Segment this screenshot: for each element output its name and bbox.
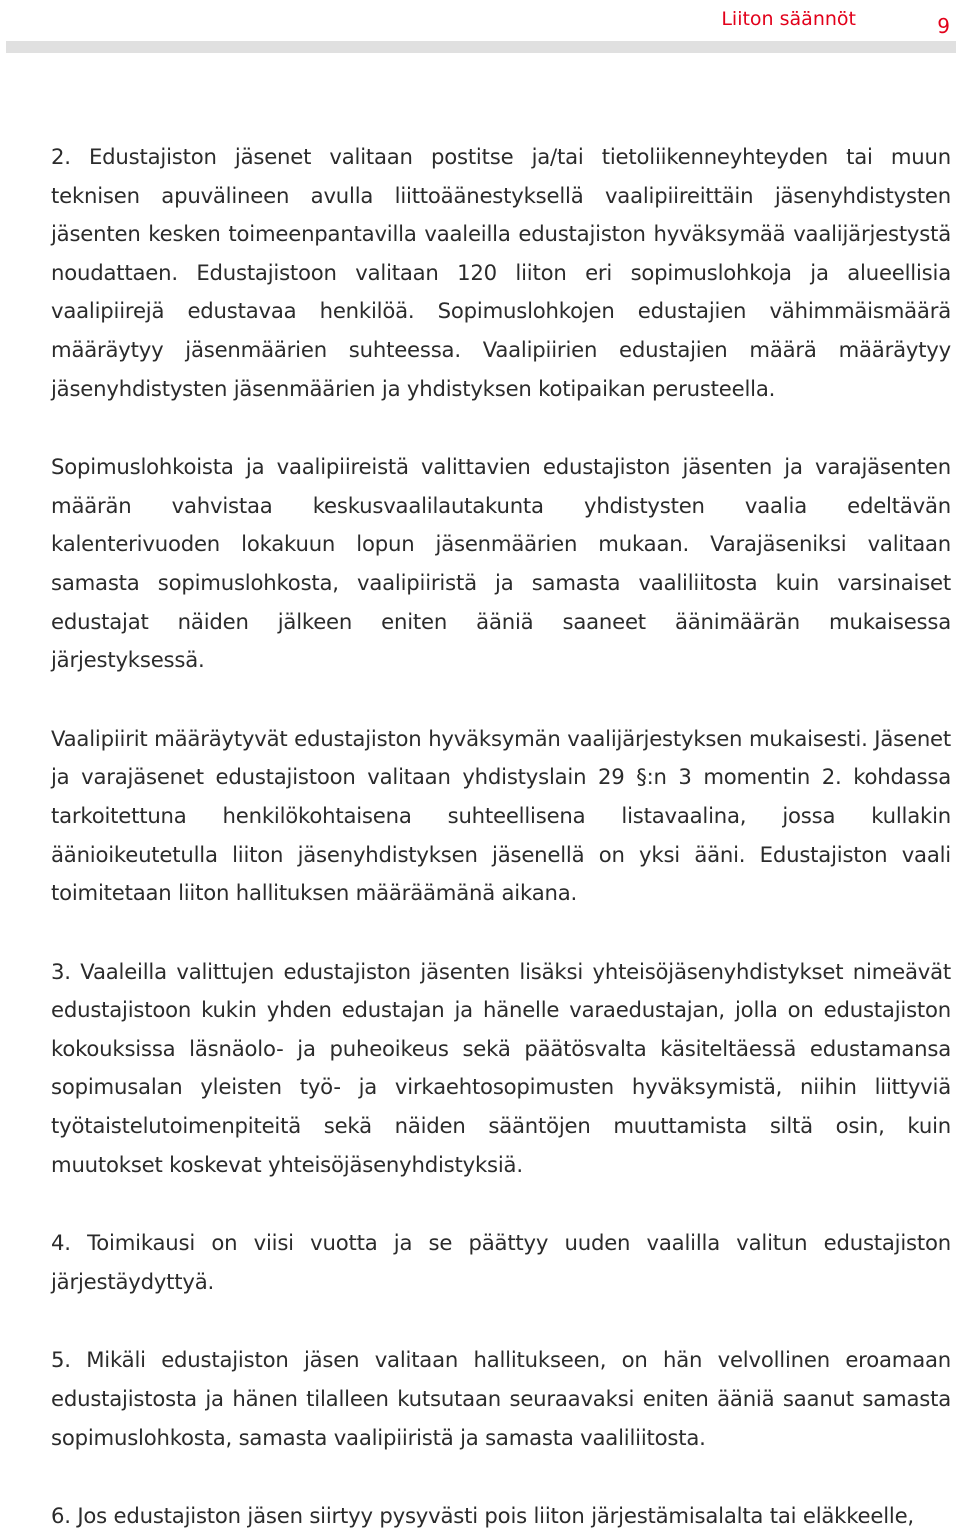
paragraph-section-6: 6. Jos edustajiston jäsen siirtyy pysyvästi pois liiton järjestämisalalta tai eläkkeelle, bbox=[51, 1503, 914, 1529]
paragraph-seat-allocation: Sopimuslohkoista ja vaalipiireistä valittavien edustajiston jäsenten ja varajäsenten määrän vahvistaa keskusvaalilautakunta yhdistysten vaalia edeltävän kalenterivuoden lokakuun lopun jäsenmäärien mukaan. Varajäseniksi valitaan samasta sopimuslohkosta, vaalipiiristä ja samasta vaaliliitosta kuin varsinaiset edustajat näiden jälkeen eniten ääniä saaneet äänimäärän mukaisessa järjestyksessä. bbox=[51, 454, 951, 673]
running-title: Liiton säännöt bbox=[721, 8, 856, 30]
paragraph-election-method: Vaalipiirit määräytyvät edustajiston hyväksymän vaalijärjestyksen mukaisesti. Jäsenet ja varajäsenet edustajistoon valitaan yhdistyslain 29 §:n 3 momentin 2. kohdassa tarkoitettuna henkilökohtaisena suhteellisena listavaalina, jossa kullakin äänioikeutetulla liiton jäsenyhdistyksen jäsenellä on yksi ääni. Edustajiston vaali toimitetaan liiton hallituksen määräämänä aikana. bbox=[51, 725, 951, 906]
page-number: 9 bbox=[937, 14, 950, 38]
paragraph-section-5: 5. Mikäli edustajiston jäsen valitaan hallitukseen, on hän velvollinen eroamaan edustajistosta ja hänen tilalleen kutsutaan seuraavaksi eniten ääniä saanut samasta sopimuslohkosta, samasta vaalipiiristä ja samasta vaaliliitosta. bbox=[51, 1347, 951, 1450]
header-rule bbox=[6, 41, 956, 53]
page-header bbox=[0, 0, 960, 44]
paragraph-section-3: 3. Vaaleilla valittujen edustajiston jäsenten lisäksi yhteisöjäsenyhdistykset nimeävät edustajistoon kukin yhden edustajan ja hänelle varaedustajan, jolla on edustajiston kokouksissa läsnäolo- ja puheoikeus sekä päätösvalta käsiteltäessä edustamansa sopimusalan yleisten työ- ja virkaehtosopimusten hyväksymistä, niihin liittyviä työtaistelutoimenpiteitä sekä näiden sääntöjen muuttamista siltä osin, kuin muutokset koskevat yhteisöjäsenyhdistyksiä. bbox=[51, 958, 951, 1177]
body-text bbox=[51, 138, 951, 1536]
paragraph-section-4: 4. Toimikausi on viisi vuotta ja se päättyy uuden vaalilla valitun edustajiston järjestäydyttyä. bbox=[51, 1230, 951, 1294]
paragraph-section-2: 2. Edustajiston jäsenet valitaan postitse ja/tai tietoliikenneyhteyden tai muun teknisen apuvälineen avulla liittoäänestyksellä vaalipiireittäin jäsenyhdistysten jäsenten kesken toimeenpantavilla vaaleilla edustajiston hyväksymää vaalijärjestystä noudattaen. Edustajistoon valitaan 120 liiton eri sopimuslohkoja ja alueellisia vaalipiirejä edustavaa henkilöä. Sopimuslohkojen edustajien vähimmäismäärä määräytyy jäsenmäärien suhteessa. Vaalipiirien edustajien määrä määräytyy jäsenyhdistysten jäsenmäärien ja yhdistyksen kotipaikan perusteella. bbox=[51, 144, 951, 401]
